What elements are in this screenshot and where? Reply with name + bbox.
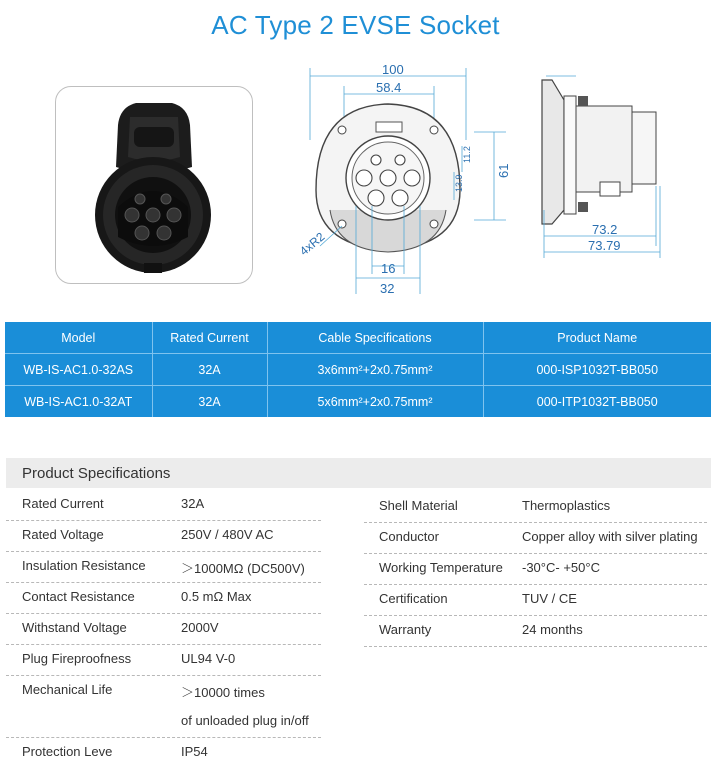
- header-cable-specifications: Cable Specifications: [267, 322, 483, 354]
- spec-value: ＞10000 times: [181, 685, 265, 700]
- spec-heading: Product Specifications: [22, 465, 171, 482]
- dim-v2: 13.9: [454, 174, 464, 192]
- spec-value: UL94 V-0: [181, 651, 236, 666]
- spec-row: [364, 491, 707, 523]
- spec-value: Thermoplastics: [522, 498, 611, 513]
- spec-label: Plug Fireproofness: [22, 651, 132, 666]
- cell-model: WB-IS-AC1.0-32AS: [5, 354, 152, 386]
- spec-row: [6, 520, 321, 552]
- spec-row: [6, 644, 321, 676]
- spec-value: IP54: [181, 744, 208, 759]
- dim-radius: 4xR2: [296, 229, 328, 259]
- spec-label: Insulation Resistance: [22, 558, 146, 573]
- spec-label: Shell Material: [379, 498, 458, 513]
- front-view-drawing: [296, 60, 516, 300]
- spec-value: of unloaded plug in/off: [181, 713, 309, 728]
- spec-label: Withstand Voltage: [22, 620, 127, 635]
- cell-product-name: 000-ITP1032T-BB050: [483, 386, 711, 418]
- spec-row: [364, 553, 707, 585]
- table-row: [5, 354, 711, 386]
- spec-label: Conductor: [379, 529, 439, 544]
- cell-rated-current: 32A: [152, 386, 267, 418]
- spec-value: TUV / CE: [522, 591, 577, 606]
- cell-rated-current: 32A: [152, 354, 267, 386]
- dim-width-outer: 100: [382, 62, 404, 77]
- spec-row: [6, 675, 321, 706]
- spec-row: [364, 615, 707, 647]
- spec-label: Warranty: [379, 622, 432, 637]
- spec-value: ＞1000MΩ (DC500V): [181, 561, 305, 576]
- spec-value: Copper alloy with silver plating: [522, 529, 698, 544]
- table-header-row: [5, 322, 711, 354]
- spec-label: Contact Resistance: [22, 589, 135, 604]
- dim-side-2: 73.79: [588, 238, 621, 253]
- spec-value: 250V / 480V AC: [181, 527, 274, 542]
- cell-cable-spec: 5x6mm²+2x0.75mm²: [267, 386, 483, 418]
- socket-photo-image: [56, 87, 252, 283]
- model-table: [5, 322, 711, 417]
- spec-section-header: [6, 458, 711, 488]
- dim-v1: 11.2: [462, 146, 472, 163]
- spec-value: 32A: [181, 496, 205, 511]
- spec-row: [6, 737, 321, 768]
- spec-label: Mechanical Life: [22, 682, 113, 697]
- spec-value: 24 months: [522, 622, 583, 637]
- spec-row: [6, 582, 321, 614]
- page-title: AC Type 2 EVSE Socket: [211, 10, 500, 40]
- spec-row: [364, 522, 707, 554]
- dim-width-inner: 58.4: [376, 80, 402, 95]
- spec-value: 2000V: [181, 620, 219, 635]
- spec-row: [6, 551, 321, 583]
- spec-row: [6, 489, 321, 521]
- cell-product-name: 000-ISP1032T-BB050: [483, 354, 711, 386]
- dim-side-1: 73.2: [592, 222, 618, 237]
- spec-row: [6, 613, 321, 645]
- spec-label: Rated Current: [22, 496, 104, 511]
- dim-bottom-outer: 32: [380, 281, 395, 296]
- table-row: [5, 386, 711, 418]
- spec-label: Working Temperature: [379, 560, 503, 575]
- header-product-name: Product Name: [483, 322, 711, 354]
- dim-height: 61: [496, 163, 511, 178]
- spec-label: Certification: [379, 591, 448, 606]
- header-model: Model: [5, 322, 152, 354]
- cell-cable-spec: 3x6mm²+2x0.75mm²: [267, 354, 483, 386]
- product-photo: [55, 86, 253, 284]
- spec-label: Rated Voltage: [22, 527, 104, 542]
- cell-model: WB-IS-AC1.0-32AT: [5, 386, 152, 418]
- dim-bottom-inner: 16: [381, 261, 396, 276]
- spec-row: [6, 706, 321, 738]
- spec-label: Protection Leve: [22, 744, 113, 759]
- side-view-drawing: [530, 60, 670, 260]
- header-rated-current: Rated Current: [152, 322, 267, 354]
- spec-row: [364, 584, 707, 616]
- spec-value: -30°C- +50°C: [522, 560, 600, 575]
- spec-value: 0.5 mΩ Max: [181, 589, 252, 604]
